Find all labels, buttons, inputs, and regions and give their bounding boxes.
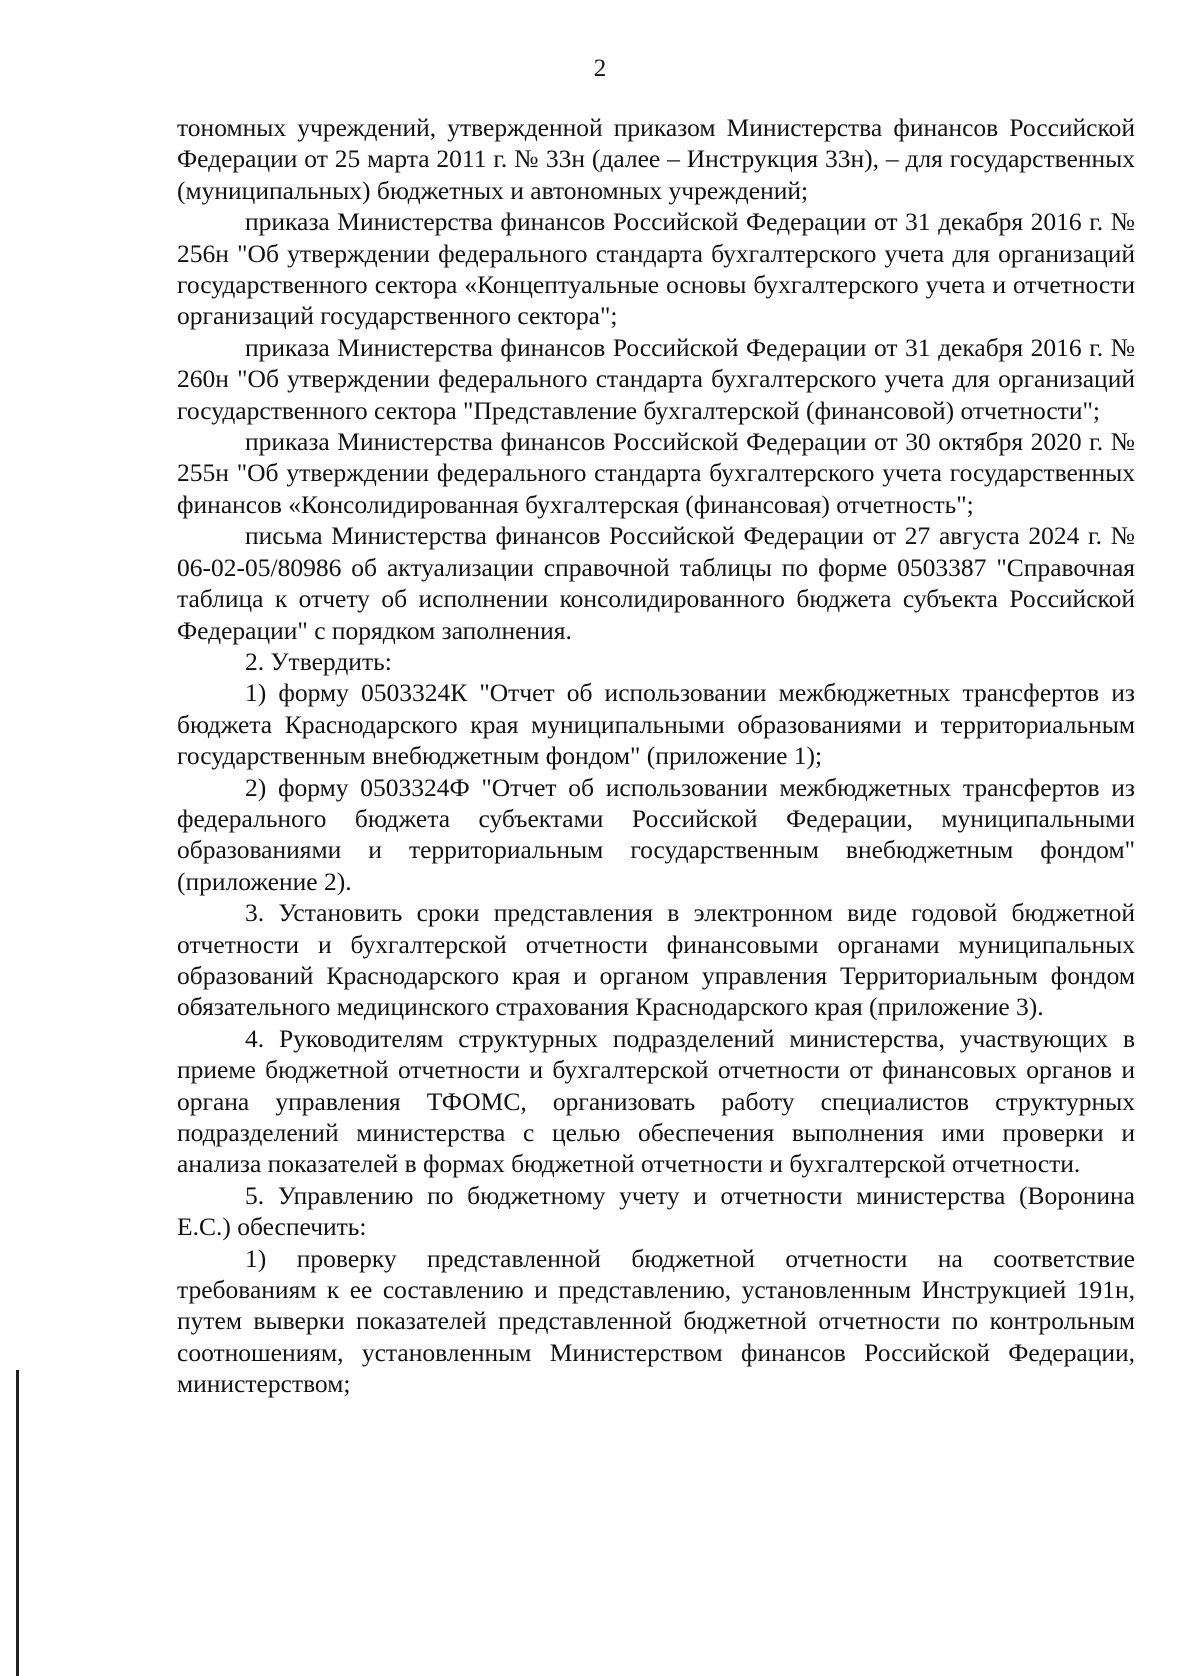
paragraph-item-2-1: 1) форму 0503324К "Отчет об использовании межбюджетных трансфертов из бюджета Краснодарского края муниципальными образованиями и территориальным государственным внебюджетным фондом" (приложение 1); <box>177 678 1135 771</box>
scan-margin-line <box>16 1370 19 1676</box>
paragraph-item-2: 2. Утвердить: <box>245 646 392 676</box>
paragraph-item-5: 5. Управлению по бюджетному учету и отчетности министерства (Воронина Е.С.) обеспечить: <box>177 1180 1135 1242</box>
paragraph-continuation: тономных учреждений, утвержденной приказом Министерства финансов Российской Федерации от 25 марта 2011 г. № 33н (далее – Инструкция 33н), – для государственных (муниципальных) бюджетных и автономных учреждений; <box>177 113 1135 205</box>
paragraph-order-256n: приказа Министерства финансов Российской Федерации от 31 декабря 2016 г. № 256н "Об утверждении федерального стандарта бухгалтерского учета для организаций государственного сектора «Концептуальные основы бухгалтерского учета и отчетности организаций государственного сектора"; <box>177 207 1135 331</box>
paragraph-item-2-2: 2) форму 0503324Ф "Отчет об использовании межбюджетных трансфертов из федерального бюджета субъектами Российской Федерации, муниципальными образованиями и территориальным государственным внебюджетным фондом" (приложение 2). <box>177 772 1135 896</box>
paragraph-letter-2024: письма Министерства финансов Российской Федерации от 27 августа 2024 г. № 06-02-05/80986 об актуализации справочной таблицы по форме 0503387 "Справочная таблица к отчету об исполнении консолидированного бюджета субъекта Российской Федерации" с порядком заполнения. <box>177 521 1135 645</box>
paragraph-item-3: 3. Установить сроки представления в электронном виде годовой бюджетной отчетности и бухгалтерской отчетности финансовыми органами муниципальных образований Краснодарского края и органом управления Территориальным фондом обязательного медицинского страхования Краснодарского края (приложение 3). <box>177 898 1135 1022</box>
document-body <box>177 112 1135 1400</box>
paragraph-item-4: 4. Руководителям структурных подразделений министерства, участвующих в приеме бюджетной отчетности и бухгалтерской отчетности от финансовых органов и органа управления ТФОМС, организовать работу специалистов структурных подразделений министерства с целью обеспечения выполнения ими проверки и анализа показателей в формах бюджетной отчетности и бухгалтерской отчетности. <box>177 1023 1135 1179</box>
page-number: 2 <box>593 55 607 82</box>
paragraph-order-255n: приказа Министерства финансов Российской Федерации от 30 октября 2020 г. № 255н "Об утверждении федерального стандарта бухгалтерского учета государственных финансов «Консолидированная бухгалтерская (финансовая) отчетность"; <box>177 427 1135 519</box>
paragraph-order-260n: приказа Министерства финансов Российской Федерации от 31 декабря 2016 г. № 260н "Об утверждении федерального стандарта бухгалтерского учета для организаций государственного сектора "Представление бухгалтерской (финансовой) отчетности"; <box>177 332 1135 425</box>
paragraph-item-5-1: 1) проверку представленной бюджетной отчетности на соответствие требованиям к ее составлению и представлению, установленным Инструкцией 191н, путем выверки показателей представленной бюджетной отчетности по контрольным соотношениям, установленным Министерством финансов Российской Федерации, министерством; <box>177 1243 1135 1399</box>
